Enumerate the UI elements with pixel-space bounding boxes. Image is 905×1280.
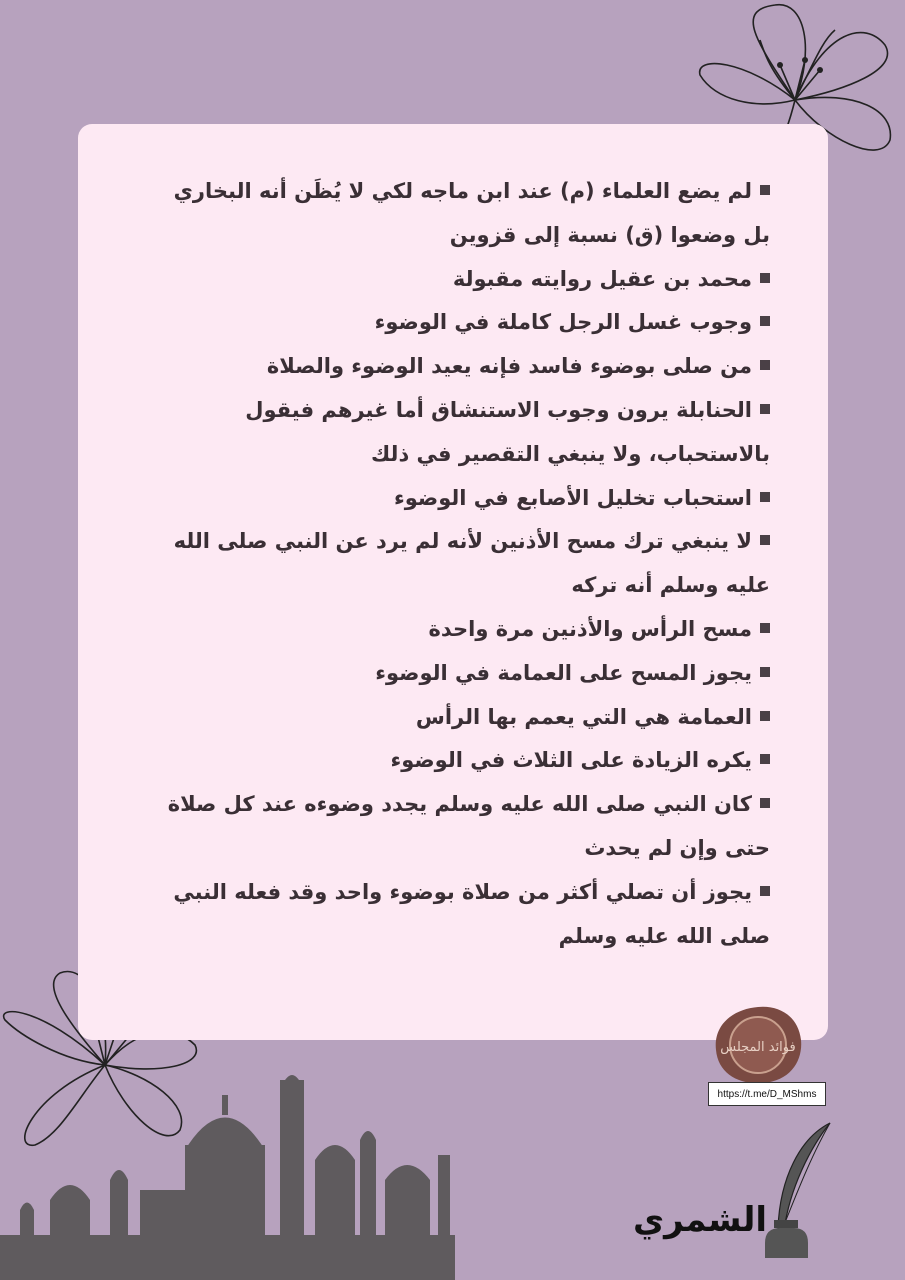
square-bullet-icon [760, 623, 770, 633]
square-bullet-icon [760, 273, 770, 283]
list-item: الحنابلة يرون وجوب الاستنشاق أما غيرهم فيقول بالاستحباب، ولا ينبغي التقصير في ذلك [245, 397, 770, 466]
square-bullet-icon [760, 360, 770, 370]
list-item: لا ينبغي ترك مسح الأذنين لأنه لم يرد عن النبي صلى الله عليه وسلم أنه تركه [173, 529, 770, 598]
list-item: محمد بن عقيل روايته مقبولة [150, 258, 770, 302]
list-item: يكره الزيادة على الثلاث في الوضوء [150, 739, 770, 783]
square-bullet-icon [760, 404, 770, 414]
square-bullet-icon [760, 798, 770, 808]
square-bullet-icon [760, 316, 770, 326]
wax-seal-logo [713, 1005, 803, 1085]
list-item: لم يضع العلماء (م) عند ابن ماجه لكي لا يُظَن أنه البخاري بل وضعوا (ق) نسبة إلى قزوين [173, 179, 770, 247]
list-item: مسح الرأس والأذنين مرة واحدة [150, 608, 770, 652]
list-item: يجوز أن تصلي أكثر من صلاة بوضوء واحد وقد فعله النبي صلى الله عليه وسلم [173, 879, 770, 948]
square-bullet-icon [760, 667, 770, 677]
telegram-link[interactable]: https://t.me/D_MShms [708, 1082, 826, 1106]
square-bullet-icon [760, 711, 770, 721]
list-item: من صلى بوضوء فاسد فإنه يعيد الوضوء والصلاة [150, 345, 770, 389]
list-item: العمامة هي التي يعمم بها الرأس [150, 696, 770, 740]
list-item: وجوب غسل الرجل كاملة في الوضوء [150, 301, 770, 345]
square-bullet-icon [760, 886, 770, 896]
list-item: استحباب تخليل الأصابع في الوضوء [150, 477, 770, 521]
list-item: يجوز المسح على العمامة في الوضوء [150, 652, 770, 696]
square-bullet-icon [760, 492, 770, 502]
square-bullet-icon [760, 185, 770, 195]
square-bullet-icon [760, 535, 770, 545]
square-bullet-icon [760, 754, 770, 764]
quill-inkwell-icon [760, 1118, 840, 1260]
list-item: كان النبي صلى الله عليه وسلم يجدد وضوءه عند كل صلاة حتى وإن لم يحدث [167, 792, 770, 860]
svg-text:فوائد المجلس: فوائد المجلس [720, 1040, 796, 1055]
author-signature: الشمري [632, 1200, 768, 1240]
notes-list [150, 170, 770, 958]
mosque-skyline-silhouette [0, 1060, 455, 1280]
